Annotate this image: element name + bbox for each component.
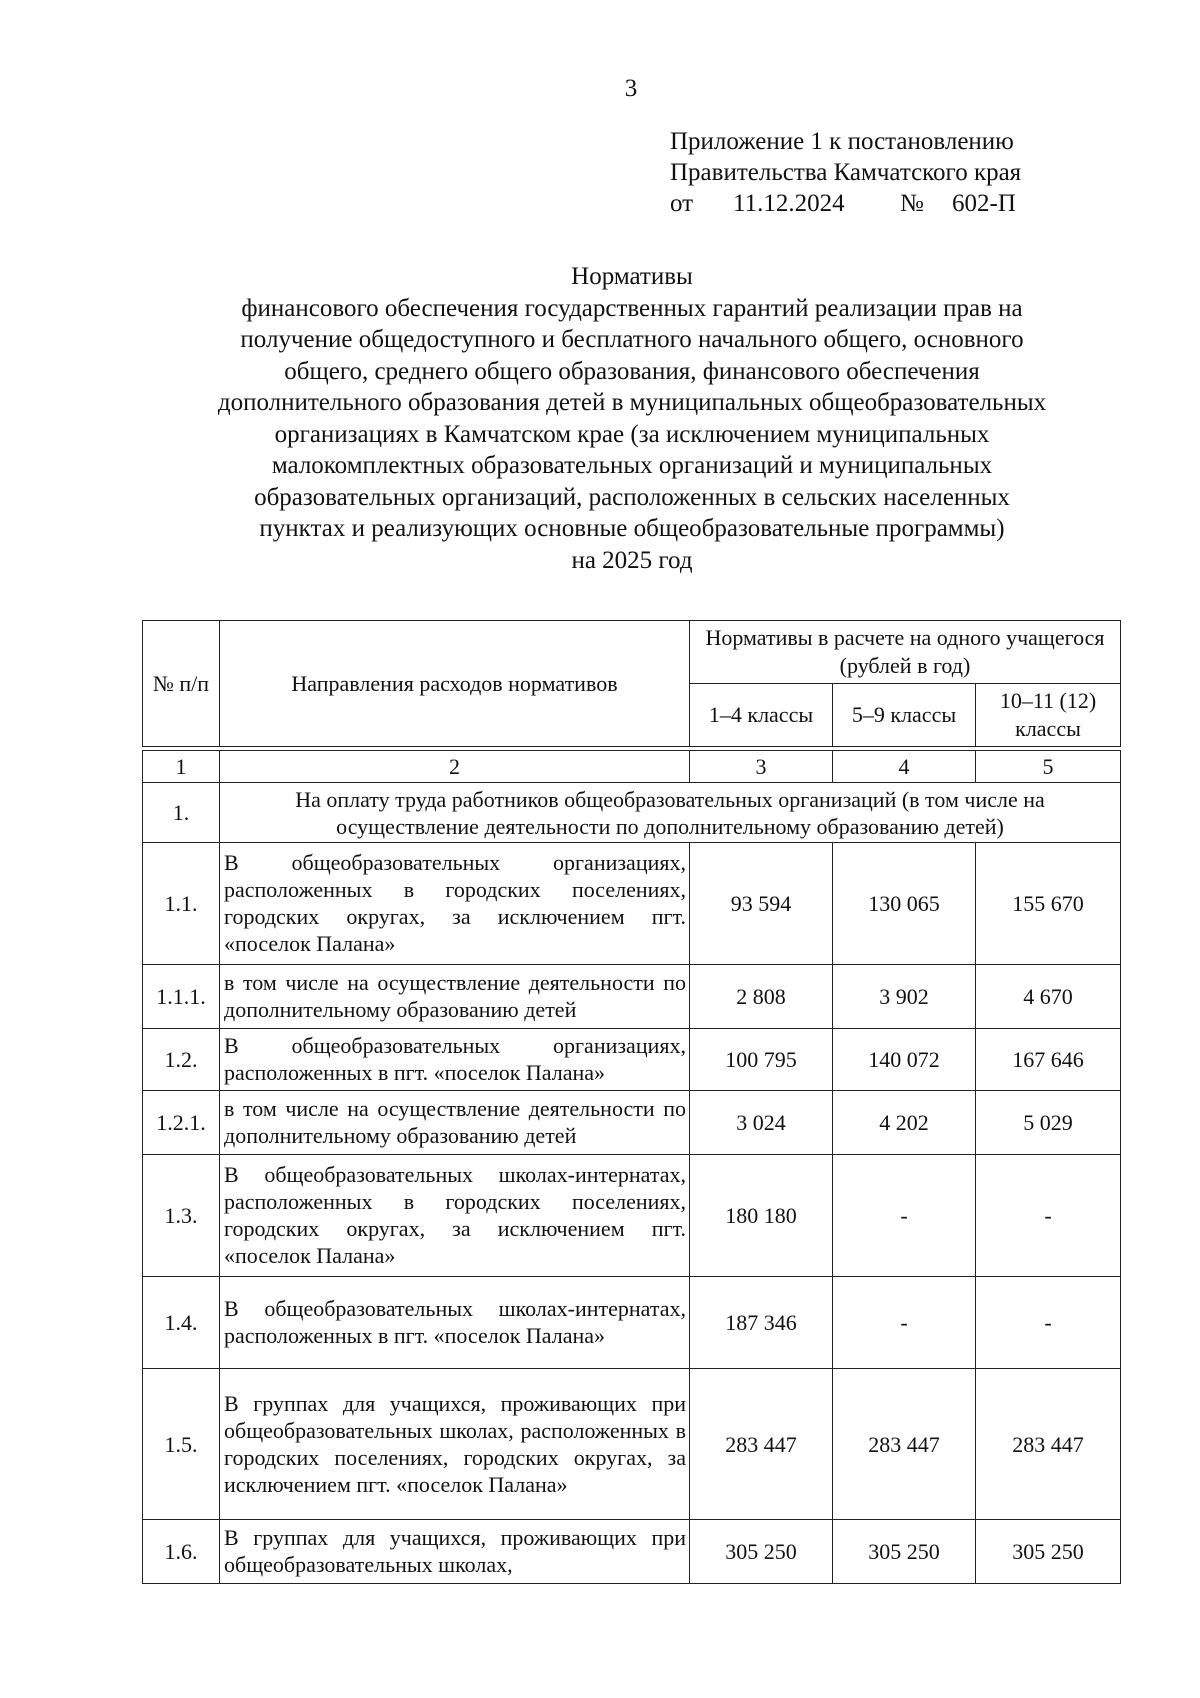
value-cell: 180 180 — [690, 1155, 833, 1277]
row-number: 1.4. — [143, 1277, 220, 1369]
header-norms-group: Нормативы в расчете на одного учащегося (рублей в год) — [690, 621, 1121, 684]
title-line: пунктах и реализующих основные общеобразовательные программы) — [259, 515, 1005, 542]
decree-date: 11.12.2024 — [733, 190, 845, 217]
row-description: в том числе на осуществление деятельности по дополнительному образованию детей — [220, 965, 690, 1029]
page-number: 3 — [624, 75, 638, 102]
title-line: финансового обеспечения государственных гарантий реализации прав на — [241, 294, 1023, 322]
value-cell: 305 250 — [690, 1520, 833, 1584]
title-line: получение общедоступного и бесплатного начального общего, основного — [240, 326, 1024, 353]
row-number: 1.2.1. — [143, 1091, 220, 1155]
table-header-row — [143, 621, 1121, 684]
table-row — [143, 1369, 1121, 1520]
value-cell: 4 202 — [833, 1091, 976, 1155]
value-cell: 93 594 — [690, 843, 833, 965]
header-class-5-9: 5–9 классы — [833, 684, 976, 747]
header-class-1-4: 1–4 классы — [690, 684, 833, 747]
appendix-line-1: Приложение 1 к постановлению — [670, 128, 1014, 155]
number-sign: № — [900, 190, 924, 217]
table-row — [143, 1029, 1121, 1091]
value-cell: 305 250 — [833, 1520, 976, 1584]
row-number: 1.1. — [143, 843, 220, 965]
value-cell: 305 250 — [976, 1520, 1121, 1584]
title-line: образовательных организаций, расположенных в сельских населенных — [254, 483, 1010, 511]
column-number: 2 — [220, 751, 690, 783]
value-cell: 155 670 — [976, 843, 1121, 965]
value-cell: 283 447 — [833, 1369, 976, 1520]
value-cell: 100 795 — [690, 1029, 833, 1091]
value-cell: - — [976, 1277, 1121, 1369]
row-description: В общеобразовательных школах-интернатах, расположенных в городских поселениях, городских округах, за исключением пгт. «поселок Палана» — [220, 1155, 690, 1277]
column-number: 5 — [976, 751, 1121, 783]
title-heading: Нормативы — [571, 263, 693, 290]
value-cell: 3 902 — [833, 965, 976, 1029]
from-label: от — [670, 190, 694, 217]
section-title: На оплату труда работников общеобразовательных организаций (в том числе на осуществление деятельности по дополнительному образованию детей) — [220, 783, 1121, 843]
decree-number: 602-П — [952, 190, 1016, 217]
value-cell: 3 024 — [690, 1091, 833, 1155]
value-cell: 283 447 — [690, 1369, 833, 1520]
title-line: дополнительного образования детей в муниципальных общеобразовательных — [217, 389, 1047, 416]
table-row — [143, 1520, 1121, 1584]
value-cell: - — [833, 1155, 976, 1277]
row-number: 1.1.1. — [143, 965, 220, 1029]
appendix-header — [670, 126, 1021, 219]
title-line: на 2025 год — [571, 546, 693, 574]
header-direction: Направления расходов нормативов — [220, 621, 690, 747]
appendix-line-3 — [670, 188, 1021, 219]
row-description: В общеобразовательных организациях, расположенных в пгт. «поселок Палана» — [220, 1029, 690, 1091]
table-row — [143, 965, 1121, 1029]
table-row — [143, 843, 1121, 965]
row-number: 1. — [143, 783, 220, 843]
value-cell: 4 670 — [976, 965, 1121, 1029]
row-description: В общеобразовательных школах-интернатах, расположенных в пгт. «поселок Палана» — [220, 1277, 690, 1369]
row-number: 1.5. — [143, 1369, 220, 1520]
row-number: 1.2. — [143, 1029, 220, 1091]
value-cell: 187 346 — [690, 1277, 833, 1369]
appendix-line-2: Правительства Камчатского края — [670, 159, 1022, 186]
column-number: 1 — [143, 751, 220, 783]
title-line: общего, среднего общего образования, финансового обеспечения — [284, 357, 980, 385]
table-row — [143, 1091, 1121, 1155]
column-number-row — [143, 751, 1121, 783]
title-line: организациях в Камчатском крае (за исключением муниципальных — [274, 420, 990, 448]
value-cell: - — [976, 1155, 1121, 1277]
header-class-10-12: 10–11 (12) классы — [976, 684, 1121, 747]
row-description: в том числе на осуществление деятельности по дополнительному образованию детей — [220, 1091, 690, 1155]
column-number: 3 — [690, 751, 833, 783]
row-description: В группах для учащихся, проживающих при общеобразовательных школах, — [220, 1520, 690, 1584]
header-num: № п/п — [143, 621, 220, 747]
title-line: малокомплектных образовательных организаций и муниципальных — [271, 452, 993, 479]
section-row — [143, 783, 1121, 843]
row-number: 1.3. — [143, 1155, 220, 1277]
norms-table — [142, 620, 1121, 1584]
row-description: В группах для учащихся, проживающих при общеобразовательных школах, расположенных в городских поселениях, городских округах, за исключением пгт. «поселок Палана» — [220, 1369, 690, 1520]
row-number: 1.6. — [143, 1520, 220, 1584]
table-row — [143, 1155, 1121, 1277]
value-cell: 5 029 — [976, 1091, 1121, 1155]
value-cell: 283 447 — [976, 1369, 1121, 1520]
value-cell: 140 072 — [833, 1029, 976, 1091]
value-cell: 167 646 — [976, 1029, 1121, 1091]
column-number: 4 — [833, 751, 976, 783]
document-title — [130, 261, 1134, 576]
value-cell: 130 065 — [833, 843, 976, 965]
value-cell: 2 808 — [690, 965, 833, 1029]
table-row — [143, 1277, 1121, 1369]
value-cell: - — [833, 1277, 976, 1369]
row-description: В общеобразовательных организациях, расположенных в городских поселениях, городских округах, за исключением пгт. «поселок Палана» — [220, 843, 690, 965]
